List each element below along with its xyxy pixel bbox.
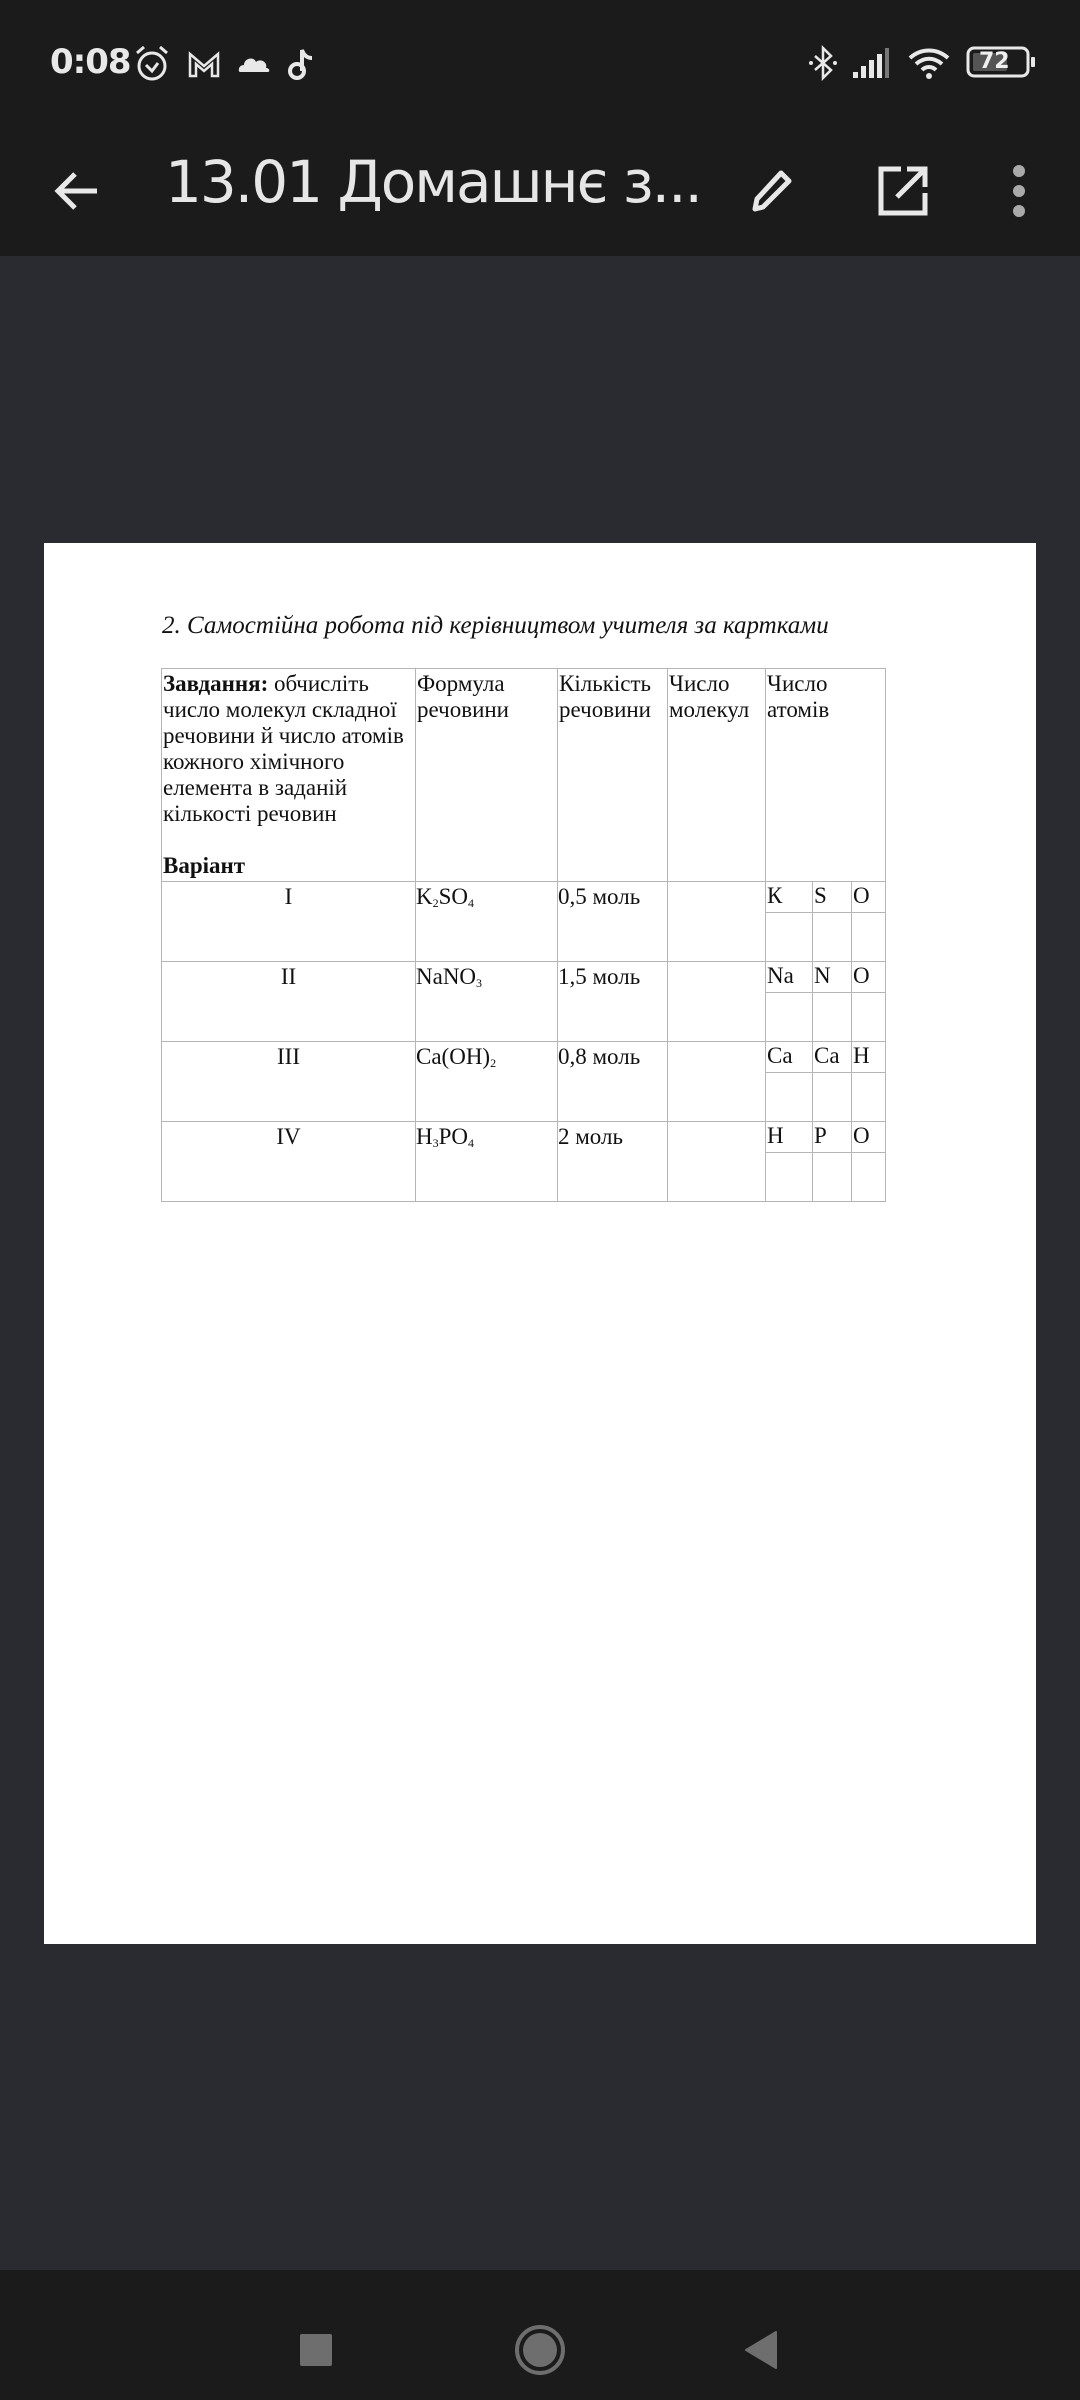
atom-symbol: Na [766, 962, 813, 993]
formula-subscript: 2 [490, 1056, 497, 1070]
formula-cell [416, 1042, 558, 1122]
atom-count-blank [852, 993, 885, 1041]
atom-count-blank [813, 913, 852, 961]
recents-button[interactable] [276, 2310, 356, 2390]
table-row [162, 1122, 886, 1202]
formula-part: Ca(OH) [416, 1044, 491, 1069]
atom-count-blank [766, 1153, 813, 1201]
header-atoms [766, 669, 886, 882]
alarm-icon [133, 44, 171, 84]
atom-symbol: H [852, 1042, 885, 1073]
formula-part: NaNO [416, 964, 477, 989]
table-row [162, 1042, 886, 1122]
formula-subscript: 2 [432, 896, 439, 910]
atom-count-blank [766, 993, 813, 1041]
open-in-new-icon [875, 163, 931, 219]
system-nav-bar [0, 2270, 1080, 2400]
more-vert-icon [1009, 163, 1029, 219]
document-heading: 2. Самостійна робота під керівництвом учителя за картками [162, 612, 829, 639]
formula-part: H [416, 1124, 433, 1149]
back-nav-button[interactable] [720, 2310, 800, 2390]
table-header-row [162, 669, 886, 882]
atoms-cell [766, 1122, 886, 1202]
variant-cell: III [162, 1042, 416, 1122]
atom-count-blank [852, 1153, 885, 1201]
atom-symbol: O [852, 962, 885, 993]
table-row [162, 962, 886, 1042]
formula-cell [416, 1122, 558, 1202]
atoms-cell [766, 1042, 886, 1122]
gmail-icon [186, 44, 222, 84]
atom-symbol: N [813, 962, 852, 993]
molecules-cell [668, 962, 766, 1042]
molecules-cell [668, 882, 766, 962]
atom-symbol: H [766, 1122, 813, 1153]
status-bar [0, 0, 1080, 128]
formula-subscript: 3 [476, 976, 483, 990]
back-triangle-icon [742, 2330, 778, 2370]
atom-count-blank [813, 1153, 852, 1201]
status-time: 0:08 [50, 42, 131, 82]
battery-icon [966, 46, 1038, 86]
formula-cell [416, 882, 558, 962]
table-row [162, 882, 886, 962]
header-atoms-text: Число атомів [767, 671, 830, 722]
molecules-cell [668, 1122, 766, 1202]
open-external-button[interactable] [858, 146, 948, 236]
atom-symbol: Ca [813, 1042, 852, 1073]
formula-subscript: 3 [432, 1136, 439, 1150]
variant-cell: I [162, 882, 416, 962]
task-text: обчисліть число молекул складної речовини й число атомів кожного хімічного елемента в заданій кількості речовин [163, 671, 404, 826]
task-table [161, 668, 886, 1202]
header-formula-text: Формула речовини [417, 671, 509, 722]
formula-part: SO [438, 884, 469, 909]
atom-count-blank [852, 913, 885, 961]
header-amount-text: Кількість речовини [559, 671, 652, 722]
atom-symbol: O [852, 882, 885, 913]
arrow-left-icon [51, 165, 103, 217]
atom-count-blank [813, 1073, 852, 1121]
amount-cell: 2 моль [558, 1122, 668, 1202]
formula-part: K [416, 884, 433, 909]
document-title: 13.01 Домашнє з... [165, 148, 701, 216]
home-circle-icon [514, 2324, 566, 2376]
atom-count-blank [766, 913, 813, 961]
signal-icon [851, 44, 891, 84]
formula-subscript: 4 [468, 1136, 475, 1150]
bluetooth-icon [806, 44, 840, 84]
molecules-cell [668, 1042, 766, 1122]
header-molecules-text: Число молекул [669, 671, 750, 722]
tiktok-icon [286, 44, 316, 84]
atoms-cell [766, 882, 886, 962]
amount-cell: 0,8 моль [558, 1042, 668, 1122]
recents-square-icon [299, 2333, 333, 2367]
atom-symbol: O [852, 1122, 885, 1153]
atom-count-blank [813, 993, 852, 1041]
atom-count-blank [766, 1073, 813, 1121]
variant-cell: IV [162, 1122, 416, 1202]
cloud-icon [236, 44, 272, 84]
formula-subscript: 4 [468, 896, 475, 910]
atoms-cell [766, 962, 886, 1042]
formula-cell [416, 962, 558, 1042]
variant-cell: II [162, 962, 416, 1042]
atom-symbol: К [766, 882, 813, 913]
header-amount [558, 669, 668, 882]
home-button[interactable] [500, 2310, 580, 2390]
atom-symbol: S [813, 882, 852, 913]
wifi-icon [907, 44, 951, 84]
header-molecules [668, 669, 766, 882]
task-label: Завдання: [163, 671, 269, 696]
battery-level: 72 [979, 49, 1010, 74]
back-button[interactable] [32, 146, 122, 236]
amount-cell: 0,5 моль [558, 882, 668, 962]
atom-symbol: Ca [766, 1042, 813, 1073]
amount-cell: 1,5 моль [558, 962, 668, 1042]
variant-label: Варіант [163, 853, 246, 878]
pencil-icon [743, 163, 799, 219]
atom-symbol: P [813, 1122, 852, 1153]
edit-button[interactable] [726, 146, 816, 236]
header-formula [416, 669, 558, 882]
app-bar [0, 128, 1080, 256]
task-description-cell [162, 669, 416, 882]
atom-count-blank [852, 1073, 885, 1121]
more-options-button[interactable] [974, 146, 1064, 236]
formula-part: PO [438, 1124, 469, 1149]
